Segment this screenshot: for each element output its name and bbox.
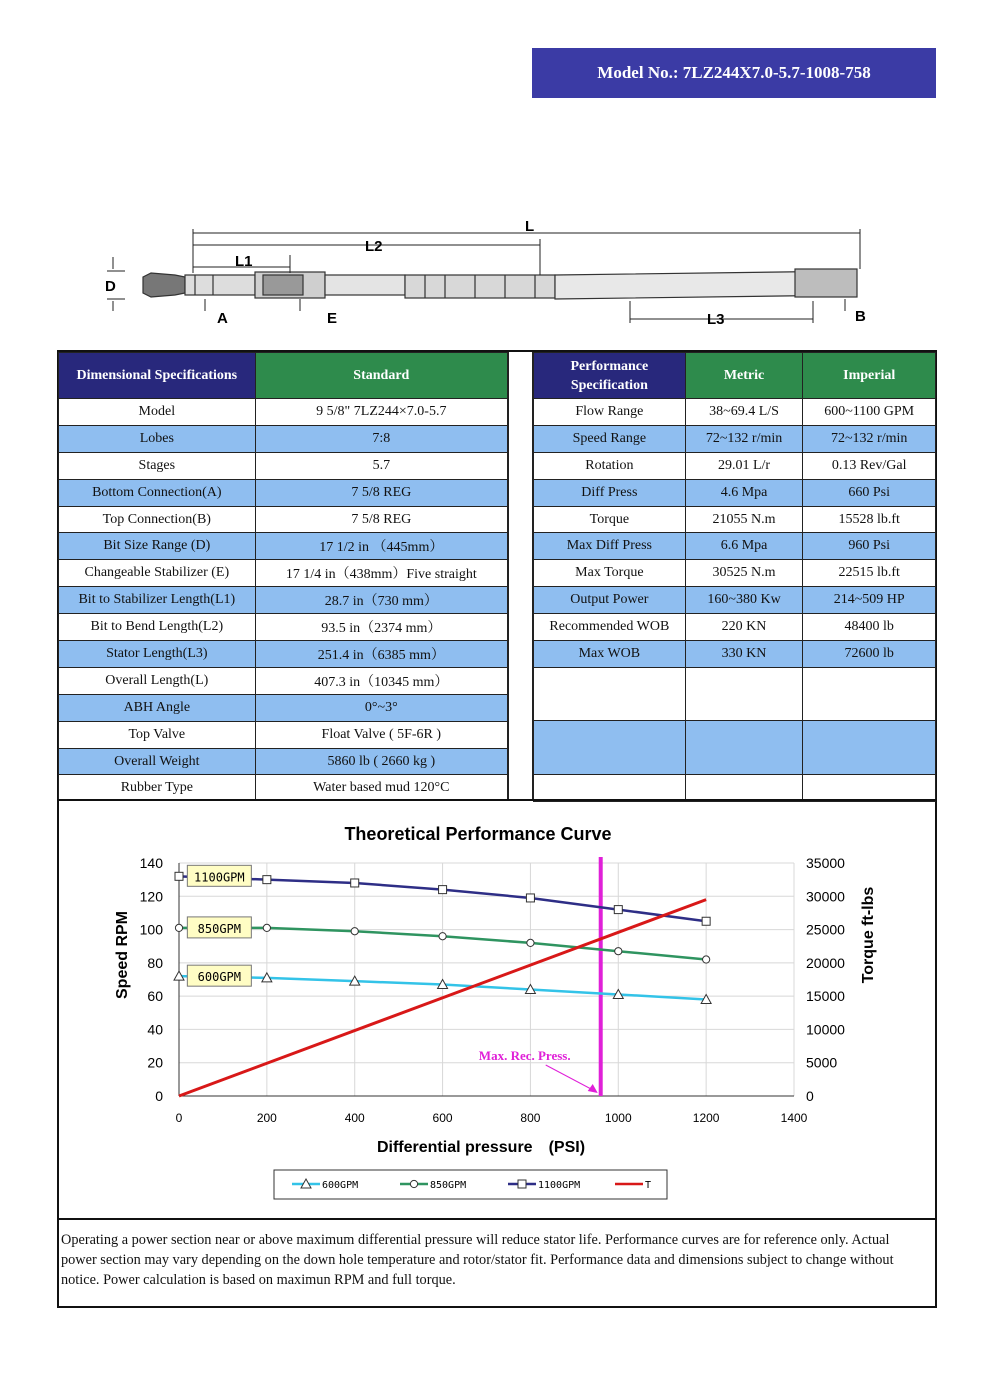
flow-label-text: 850GPM [197,921,242,936]
table-row [59,452,508,479]
chart-top-rule [58,799,936,801]
perf-label: Max Torque [534,560,686,587]
x-tick-label: 0 [175,1111,183,1125]
perf-imperial-value: 48400 lb [803,614,936,641]
flow-label-text: 1100GPM [194,870,245,885]
table-divider [508,352,533,800]
table-row [59,775,508,801]
empty-cell [685,667,803,720]
note-top-rule [58,1218,936,1220]
y-tick-label: 20 [147,1054,163,1071]
spec-value: 7:8 [255,425,507,452]
empty-row [534,667,936,720]
data-point [351,879,359,887]
y-axis-label: Speed RPM [114,910,131,1000]
label-B: B [855,308,866,325]
spec-label: Lobes [59,425,256,452]
perf-metric-value: 38~69.4 L/S [685,399,803,426]
table-row [59,641,508,668]
table-row [59,614,508,641]
empty-cell [534,774,686,801]
spec-value: 28.7 in（730 mm） [255,587,507,614]
perf-imperial-value: 960 Psi [803,533,936,560]
x-tick-label: 1200 [692,1111,720,1125]
spec-value: 17 1/4 in（438mm）Five straight [255,560,507,587]
spec-label: Bit to Stabilizer Length(L1) [59,587,256,614]
table-row [534,560,936,587]
legend-label: 1100GPM [538,1180,581,1191]
spec-label: Top Valve [59,721,256,748]
empty-cell [534,667,686,720]
table-row [59,425,508,452]
y-tick-label: 0 [155,1088,163,1104]
data-point [614,906,622,914]
perf-metric-value: 160~380 Kw [685,587,803,614]
label-E: E [327,310,338,327]
spec-label: Overall Length(L) [59,667,256,694]
perf-imperial-value: 15528 lb.ft [803,506,936,533]
spec-label: Changeable Stabilizer (E) [59,560,256,587]
perf-imperial-value: 72600 lb [803,641,936,668]
y2-tick-label: 35000 [806,855,845,871]
disclaimer-note: Operating a power section near or above maximum differential pressure will reduce stator life. Performance curves are for reference only. Actual power section may vary depending on the down hole temperature and rotor/stator fit. Performance data and dimensions subject to change without notice. Power calculation is based on maximun RPM and full torque. [61,1232,894,1288]
empty-row [534,774,936,801]
perf-header-metric: Metric [685,353,803,399]
data-point [527,939,534,946]
data-point [263,876,271,884]
y-tick-label: 100 [139,921,163,938]
empty-row [534,720,936,774]
x-tick-label: 1400 [780,1111,808,1125]
y2-tick-label: 15000 [806,988,845,1005]
spec-label: Bottom Connection(A) [59,479,256,506]
data-point [175,924,182,931]
data-point [175,872,183,880]
spec-value: 7 5/8 REG [255,479,507,506]
perf-label: Output Power [534,587,686,614]
perf-imperial-value: 214~509 HP [803,587,936,614]
legend-label: 850GPM [430,1180,467,1191]
table-row [59,399,508,426]
data-point [410,1180,417,1187]
perf-imperial-value: 0.13 Rev/Gal [803,452,936,479]
label-A: A [217,310,228,327]
table-row [59,506,508,533]
perf-metric-value: 330 KN [685,641,803,668]
perf-label: Diff Press [534,479,686,506]
flow-label-1100GPM [187,865,251,886]
data-point [518,1180,526,1188]
flow-label-850GPM [187,917,251,938]
performance-table-body [534,399,936,802]
spec-label: Top Connection(B) [59,506,256,533]
spec-value: 407.3 in（10345 mm） [255,667,507,694]
label-L2: L2 [365,238,383,255]
perf-label: Flow Range [534,399,686,426]
spec-value: 17 1/2 in （445mm） [255,533,507,560]
motor-dimension-drawing [95,215,885,335]
perf-label: Recommended WOB [534,614,686,641]
table-row [59,560,508,587]
spec-label: Stages [59,452,256,479]
empty-cell [685,774,803,801]
x-axis-label: Differential pressure (PSI) [376,1139,586,1156]
y-tick-label: 120 [139,888,163,905]
spec-label: Bit Size Range (D) [59,533,256,560]
label-L: L [525,218,535,235]
spec-label: Rubber Type [59,775,256,801]
spec-label: Model [59,399,256,426]
spec-value: 251.4 in（6385 mm） [255,641,507,668]
motor-body [143,269,857,299]
table-row [59,533,508,560]
perf-metric-value: 72~132 r/min [685,425,803,452]
table-row [534,614,936,641]
data-point [351,928,358,935]
table-row [534,425,936,452]
y2-tick-label: 30000 [806,888,845,905]
spec-label: Stator Length(L3) [59,641,256,668]
performance-curve-chart [100,815,900,1220]
table-row [59,587,508,614]
y-tick-label: 80 [147,954,163,971]
y-tick-label: 40 [147,1021,163,1038]
data-point [263,924,270,931]
spec-label: Overall Weight [59,748,256,775]
table-row [534,587,936,614]
perf-header-imperial: Imperial [803,353,936,399]
perf-label: Rotation [534,452,686,479]
perf-imperial-value: 22515 lb.ft [803,560,936,587]
perf-metric-value: 29.01 L/r [685,452,803,479]
y2-tick-label: 5000 [806,1054,838,1071]
perf-label: Torque [534,506,686,533]
spec-value: 5.7 [255,452,507,479]
table-row [59,479,508,506]
data-point [439,933,446,940]
y2-tick-label: 25000 [806,921,845,938]
empty-cell [803,720,936,774]
y2-tick-label: 20000 [806,954,845,971]
data-point [526,894,534,902]
y2-tick-label: 10000 [806,1021,845,1038]
perf-metric-value: 30525 N.m [685,560,803,587]
dim-header-label: Dimensional Specifications [59,353,256,399]
table-row [534,479,936,506]
perf-metric-value: 6.6 Mpa [685,533,803,560]
spec-value: 93.5 in（2374 mm） [255,614,507,641]
label-L1: L1 [235,253,253,270]
performance-specification-table [533,352,936,802]
empty-cell [803,667,936,720]
spec-value: 9 5/8" 7LZ244×7.0-5.7 [255,399,507,426]
spec-label: Bit to Bend Length(L2) [59,614,256,641]
chart-plot-area [140,855,846,1125]
perf-header-label: Performance Specification [534,353,686,399]
table-row [534,533,936,560]
spec-value: 0°~3° [255,694,507,721]
y2-tick-label: 0 [806,1088,814,1104]
table-row [534,506,936,533]
empty-cell [685,720,803,774]
table-row [534,452,936,479]
chart-legend [274,1170,667,1199]
flow-label-text: 600GPM [197,970,242,985]
y2-axis-label: Torque ft-lbs [860,886,877,984]
table-row [59,748,508,775]
x-tick-label: 200 [256,1111,277,1125]
perf-metric-value: 21055 N.m [685,506,803,533]
perf-label: Max WOB [534,641,686,668]
flow-label-600GPM [187,965,251,986]
table-row [534,399,936,426]
legend-label: T [645,1180,652,1191]
x-tick-label: 800 [520,1111,541,1125]
perf-imperial-value: 660 Psi [803,479,936,506]
perf-metric-value: 4.6 Mpa [685,479,803,506]
spec-value: Water based mud 120°C [255,775,507,801]
spec-label: ABH Angle [59,694,256,721]
data-point [615,948,622,955]
data-point [439,886,447,894]
legend-label: 600GPM [322,1180,359,1191]
spec-value: 5860 lb ( 2660 kg ) [255,748,507,775]
empty-cell [803,774,936,801]
perf-imperial-value: 600~1100 GPM [803,399,936,426]
perf-metric-value: 220 KN [685,614,803,641]
label-D: D [105,278,116,295]
table-row [59,721,508,748]
dimensional-table-body [59,399,508,801]
y-tick-label: 140 [139,855,163,871]
model-number-banner [532,48,936,98]
dimensional-specifications-table [58,352,508,801]
max-press-label: Max. Rec. Press. [478,1048,571,1063]
label-L3: L3 [707,311,725,328]
perf-imperial-value: 72~132 r/min [803,425,936,452]
chart-title: Theoretical Performance Curve [344,824,612,844]
spec-value: Float Valve ( 5F-6R ) [255,721,507,748]
perf-label: Speed Range [534,425,686,452]
table-row [534,641,936,668]
data-point [703,956,710,963]
perf-label: Max Diff Press [534,533,686,560]
dim-header-standard: Standard [255,353,507,399]
x-tick-label: 400 [344,1111,365,1125]
y-tick-label: 60 [147,988,163,1005]
table-row [59,694,508,721]
spec-value: 7 5/8 REG [255,506,507,533]
x-tick-label: 1000 [604,1111,632,1125]
model-number-text: Model No.: 7LZ244X7.0-5.7-1008-758 [597,63,871,82]
data-point [702,917,710,925]
table-row [59,667,508,694]
empty-cell [534,720,686,774]
x-tick-label: 600 [432,1111,453,1125]
